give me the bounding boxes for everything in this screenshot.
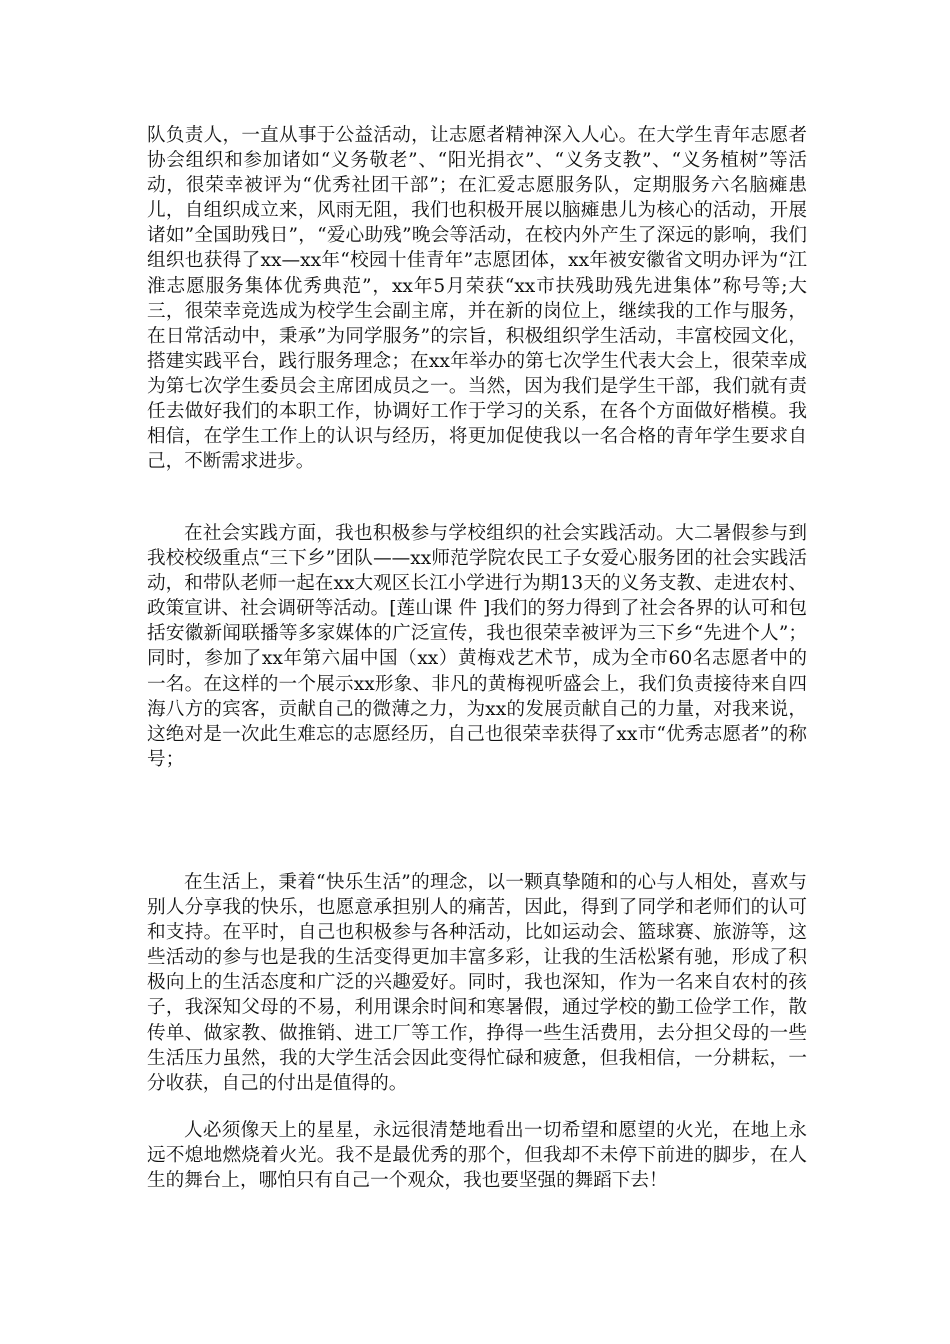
paragraph-daily-life: 在生活上，秉着“快乐生活”的理念，以一颗真挚随和的心与人相处，喜欢与别人分享我的快乐，也愿意承担别人的痛苦，因此，得到了同学和老师们的认可和支持。在平时，自己也积极参与各种活动，比如运动会、篮球赛、旅游等，这些活动的参与也是我的生活变得更加丰富多彩，让我的生活松紧有驰，形成了积极向上的生活态度和广泛的兴趣爱好。同时，我也深知，作为一名来自农村的孩子，我深知父母的不易，利用课余时间和寒暑假，通过学校的勤工俭学工作，散传单、做家教、做推销、进工厂等工作，挣得一些生活费用，去分担父母的一些生活压力虽然，我的大学生活会因此变得忙碌和疲惫，但我相信，一分耕耘，一分收获，自己的付出是值得的。 — [147, 872, 807, 1094]
paragraph-student-work: 队负责人，一直从事于公益活动，让志愿者精神深入人心。在大学生青年志愿者协会组织和参加诸如“义务敬老”、“阳光捐衣”、“义务支教”、“义务植树”等活动，很荣幸被评为“优秀社团干部”；在汇爱志愿服务队，定期服务六名脑瘫患儿，自组织成立来，风雨无阻，我们也积极开展以脑瘫患儿为核心的活动，开展诸如”全国助残日”，“爱心助残”晚会等活动，在校内外产生了深远的影响，我们组织也获得了xx—xx年“校园十佳青年”志愿团体，xx年被安徽省文明办评为“江淮志愿服务集体优秀典范”，xx年5月荣获“xx市扶残助残先进集体”称号等;大三，很荣幸竞选成为校学生会副主席，并在新的岗位上，继续我的工作与服务，在日常活动中，秉承”为同学服务”的宗旨，积极组织学生活动，丰富校园文化，搭建实践平台，践行服务理念；在xx年举办的第七次学生代表大会上，很荣幸成为第七次学生委员会主席团成员之一。当然，因为我们是学生干部，我们就有责任去做好我们的本职工作，协调好工作于学习的关系，在各个方面做好楷模。我相信，在学生工作上的认识与经历，将更加促使我以一名合格的青年学生要求自己，不断需求进步。 — [147, 125, 807, 473]
paragraph-closing: 人必须像天上的星星，永远很清楚地看出一切希望和愿望的火光，在地上永远不熄地燃烧着火光。我不是最优秀的那个，但我却不未停下前进的脚步，在人生的舞台上，哪怕只有自己一个观众，我也要坚强的舞蹈下去！ — [147, 1120, 807, 1192]
paragraph-social-practice: 在社会实践方面，我也积极参与学校组织的社会实践活动。大二暑假参与到我校校级重点“三下乡”团队——xx师范学院农民工子女爱心服务团的社会实践活动，和带队老师一起在xx大观区长江小学进行为期13天的义务支教、走进农村、政策宣讲、社会调研等活动。[莲山课 件 ]我们的努力得到了社会各界的认可和包括安徽新闻联播等多家媒体的广泛宣传，我也很荣幸被评为三下乡“先进个人”；同时，参加了xx年第六届中国（xx）黄梅戏艺术节，成为全市60名志愿者中的一名。在这样的一个展示xx形象、非凡的黄梅视听盛会上，我们负责接待来自四海八方的宾客，贡献自己的微薄之力，为xx的发展贡献自己的力量，对我来说，这绝对是一次此生难忘的志愿经历，自己也很荣幸获得了xx市“优秀志愿者”的称号； — [147, 523, 807, 770]
